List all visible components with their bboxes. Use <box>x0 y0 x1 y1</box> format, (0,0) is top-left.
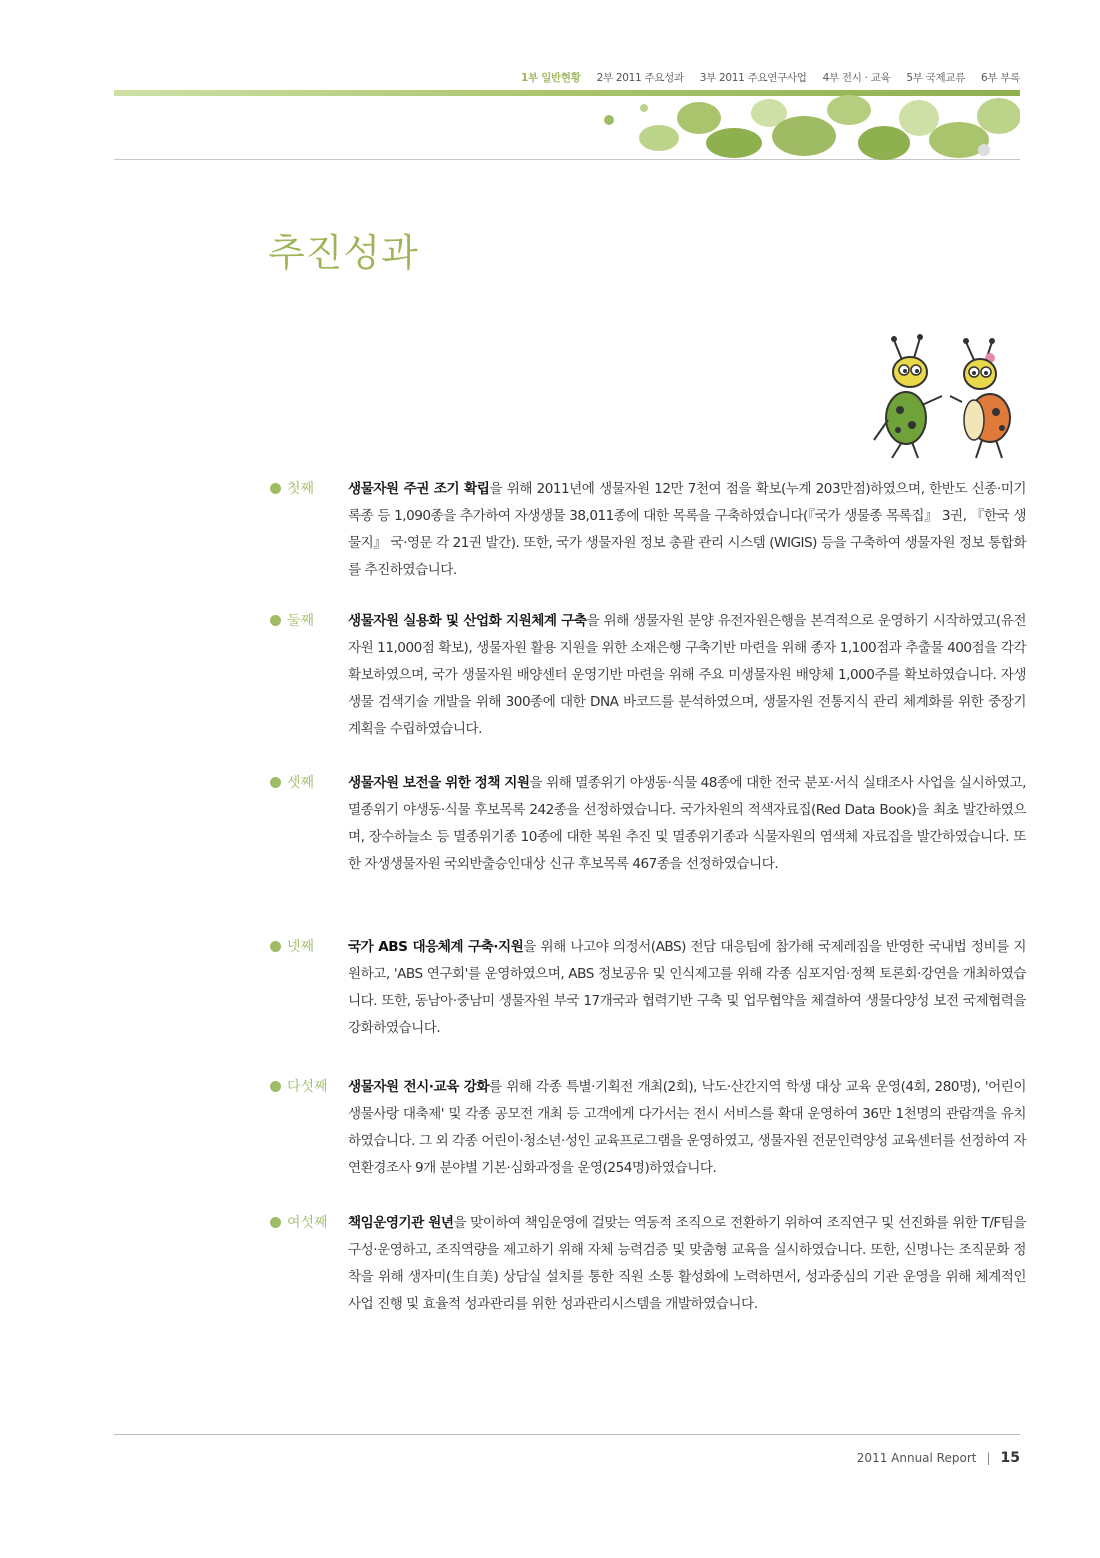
bullet-icon <box>270 615 281 626</box>
section-body <box>348 476 1026 584</box>
nav-item-part4[interactable]: 4부 전시 · 교육 <box>822 72 891 84</box>
section-ordinal: 다섯째 <box>287 1079 328 1095</box>
section-ordinal: 넷째 <box>287 939 315 955</box>
section-ordinal: 첫째 <box>287 481 315 497</box>
section-heading: 책임운영기관 원년 <box>348 1215 454 1231</box>
achievement-section-5 <box>270 1074 1026 1182</box>
nav-item-part5[interactable]: 5부 국제교류 <box>906 72 966 84</box>
section-heading: 생물자원 실용화 및 산업화 지원체계 구축 <box>348 613 587 629</box>
footer-divider <box>114 1434 1020 1435</box>
bullet-icon <box>270 777 281 788</box>
section-heading: 생물자원 보전을 위한 정책 지원 <box>348 775 530 791</box>
nav-item-part2[interactable]: 2부 2011 주요성과 <box>596 72 684 84</box>
section-heading: 국가 ABS 대응체계 구축·지원 <box>348 939 524 955</box>
header-decoration <box>114 88 1020 162</box>
section-body <box>348 934 1026 1042</box>
section-ordinal: 여섯째 <box>287 1215 328 1231</box>
section-body <box>348 1210 1026 1318</box>
bullet-icon <box>270 941 281 952</box>
section-text: 를 위해 각종 특별·기획전 개최(2회), 낙도·산간지역 학생 대상 교육 운영(4회, 280명), '어린이 생물사랑 대축제' 및 각종 공모전 개최 등 고객에게 다가서는 전시 서비스를 확대 운영하여 36만 1천명의 관람객을 유치하였습니다. 그 외 각종 어린이·청소년·성인 교육프로그램을 운영하였고, 생물자원 전문인력양성 교육센터를 선정하여 자연환경조사 9개 분야별 기본·심화과정을 운영(254명)하였습니다. <box>348 1079 1026 1176</box>
nav-item-part6[interactable]: 6부 부록 <box>981 72 1020 84</box>
section-body <box>348 608 1026 743</box>
page-footer <box>857 1450 1020 1466</box>
page-title: 추진성과 <box>268 231 419 275</box>
section-text: 을 맞이하여 책임운영에 걸맞는 역동적 조직으로 전환하기 위하여 조직연구 및 선진화를 위한 T/F팀을 구성·운영하고, 조직역량을 제고하기 위해 자체 능력검증 및 맞춤형 교육을 실시하였습니다. 또한, 신명나는 조직문화 정착을 위해 생자미(生自美) 상담실 설치를 통한 직원 소통 활성화에 노력하면서, 성과중심의 기관 운영을 위해 체계적인 사업 진행 및 효율적 성과관리를 위한 성과관리시스템을 개발하였습니다. <box>348 1215 1026 1312</box>
achievement-section-1 <box>270 476 1026 584</box>
nav-item-part3[interactable]: 3부 2011 주요연구사업 <box>699 72 807 84</box>
nav-item-part1[interactable]: 1부 일반현황 <box>520 72 581 84</box>
section-heading: 생물자원 주권 조기 확립 <box>348 481 490 497</box>
section-body <box>348 1074 1026 1182</box>
page-number: 15 <box>1000 1450 1020 1466</box>
mascot-illustration <box>862 330 1030 466</box>
section-body <box>348 770 1026 878</box>
section-text: 을 위해 나고야 의정서(ABS) 전담 대응팀에 참가해 국제레짐을 반영한 국내법 정비를 지원하고, 'ABS 연구회'를 운영하였으며, ABS 정보공유 및 인식제고를 위해 각종 심포지엄·정책 토론회·강연을 개최하였습니다. 또한, 동남아·중남미 생물자원 부국 17개국과 협력기반 구축 및 업무협약을 체결하여 생물다양성 보전 국제협력을 강화하였습니다. <box>348 939 1026 1036</box>
footer-separator: | <box>986 1451 991 1465</box>
achievement-section-4 <box>270 934 1026 1042</box>
section-text: 을 위해 멸종위기 야생동·식물 48종에 대한 전국 분포·서식 실태조사 사업을 실시하였고, 멸종위기 야생동·식물 후보목록 242종을 선정하였습니다. 국가차원의 적색자료집(Red Data Book)을 최초 발간하였으며, 장수하늘소 등 멸종위기종 10종에 대한 복원 추진 및 멸종위기종과 식물자원의 염색체 자료집을 발간하였습니다. 또한 자생생물자원 국외반출승인대상 신규 후보목록 467종을 선정하였습니다. <box>348 775 1026 872</box>
section-text: 을 위해 2011년에 생물자원 12만 7천여 점을 확보(누계 203만점)하였으며, 한반도 신종·미기록종 등 1,090종을 추가하여 자생생물 38,011종에 대한 목록을 구축하였습니다(『국가 생물종 목록집』 3권, 『한국 생물지』 국·영문 각 21권 발간). 또한, 국가 생물자원 정보 총괄 관리 시스템 (WIGIS) 등을 구축하여 생물자원 정보 통합화를 추진하였습니다. <box>348 481 1027 578</box>
report-name: 2011 Annual Report <box>856 1451 977 1465</box>
section-ordinal: 둘째 <box>287 613 315 629</box>
section-heading: 생물자원 전시·교육 강화 <box>348 1079 489 1095</box>
bullet-icon <box>270 483 281 494</box>
achievement-section-6 <box>270 1210 1026 1318</box>
bullet-icon <box>270 1217 281 1228</box>
section-text: 을 위해 생물자원 분양 유전자원은행을 본격적으로 운영하기 시작하였고(유전자원 11,000점 확보), 생물자원 활용 지원을 위한 소재은행 구축기반 마련을 위해 종자 1,100점과 추출물 400점을 각각 확보하였으며, 국가 생물자원 배양센터 운영기반 마련을 위해 주요 미생물자원 배양체 1,000주를 확보하였습니다. 자생생물 검색기술 개발을 위해 300종에 대한 DNA 바코드를 분석하였으며, 생물자원 전통지식 관리 체계화를 위한 중장기계획을 수립하였습니다. <box>348 613 1026 737</box>
bullet-icon <box>270 1081 281 1092</box>
leaf-bubble-decoration <box>114 88 1020 162</box>
achievement-section-3 <box>270 770 1026 878</box>
section-nav <box>505 70 1020 85</box>
ladybug-mascots-icon <box>862 330 1030 466</box>
section-ordinal: 셋째 <box>287 775 315 791</box>
achievement-section-2 <box>270 608 1026 743</box>
